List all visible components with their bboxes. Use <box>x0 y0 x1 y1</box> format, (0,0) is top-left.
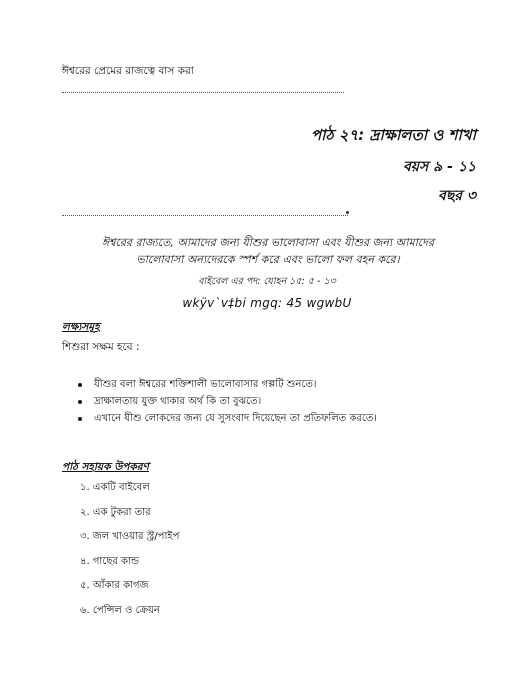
dotted-separator <box>62 215 348 216</box>
objective-text: দ্রাক্ষালতায় যুক্ত থাকার অর্থ কি তা বুঝতে। <box>94 396 262 407</box>
bullet-icon <box>78 383 82 387</box>
objectives-heading: লক্ষ্যসমূহ <box>62 321 100 333</box>
lesson-duration: wkÿv`v‡bi mgq: 45 wgwbU <box>182 296 352 310</box>
list-item <box>78 393 377 410</box>
list-item: ৫. আঁকার কাগজ <box>80 580 149 591</box>
list-item: ১. একটি বাইবেল <box>80 482 150 493</box>
objectives-list <box>78 376 377 427</box>
bible-reading: বাইবেল এর পদ: যোহন ১৫: ৫ - ১৩ <box>198 276 336 287</box>
list-item <box>78 410 377 427</box>
list-item: ২. এক টুকরা তার <box>80 506 151 518</box>
age-range: বয়স ৯ - ১১ <box>403 159 476 175</box>
objectives-intro: শিশুরা সক্ষম হবে : <box>62 341 140 353</box>
dotted-separator <box>62 92 344 93</box>
list-item: ৪. গাছের কান্ড <box>80 555 139 567</box>
summary-line: ভালোবাসা অন্যদেরকে স্পর্শ করে এবং ভালো ফল বহন করে। <box>136 253 400 267</box>
materials-heading: পাঠ সহায়ক উপকরণ <box>62 461 149 473</box>
bullet-icon <box>78 417 82 421</box>
lesson-title: পাঠ ২৭: দ্রাক্ষালতা ও শাখা <box>310 126 476 144</box>
list-item: ৩. জল খাওয়ার স্ট্র/পাইপ <box>80 531 180 542</box>
list-item: ৬. পেন্সিল ও ক্রেয়ন <box>80 604 160 616</box>
year-label: বছর ৩ <box>438 188 476 204</box>
summary-line: ঈশ্বরের রাজ্যতে, আমাদের জন্য যীশুর ভালোবাসা এবং যীশুর জন্য আমাদের <box>101 236 435 249</box>
objective-text: এখানে যীশু লোকদের জন্য যে সুসংবাদ দিয়েছেন তা প্রতিফলিত করতে। <box>94 413 377 424</box>
lesson-summary <box>68 234 468 268</box>
list-item <box>78 376 377 393</box>
bullet-icon <box>78 400 82 404</box>
separator-end-dot <box>346 211 349 214</box>
materials-list <box>80 481 179 628</box>
objective-text: যীশুর বলা ঈশ্বরের শক্তিশালী ভালোবাসার গল্পটি শুনতে। <box>94 379 317 390</box>
series-title: ঈশ্বরের প্রেমের রাজত্বে বাস করা <box>62 65 194 77</box>
